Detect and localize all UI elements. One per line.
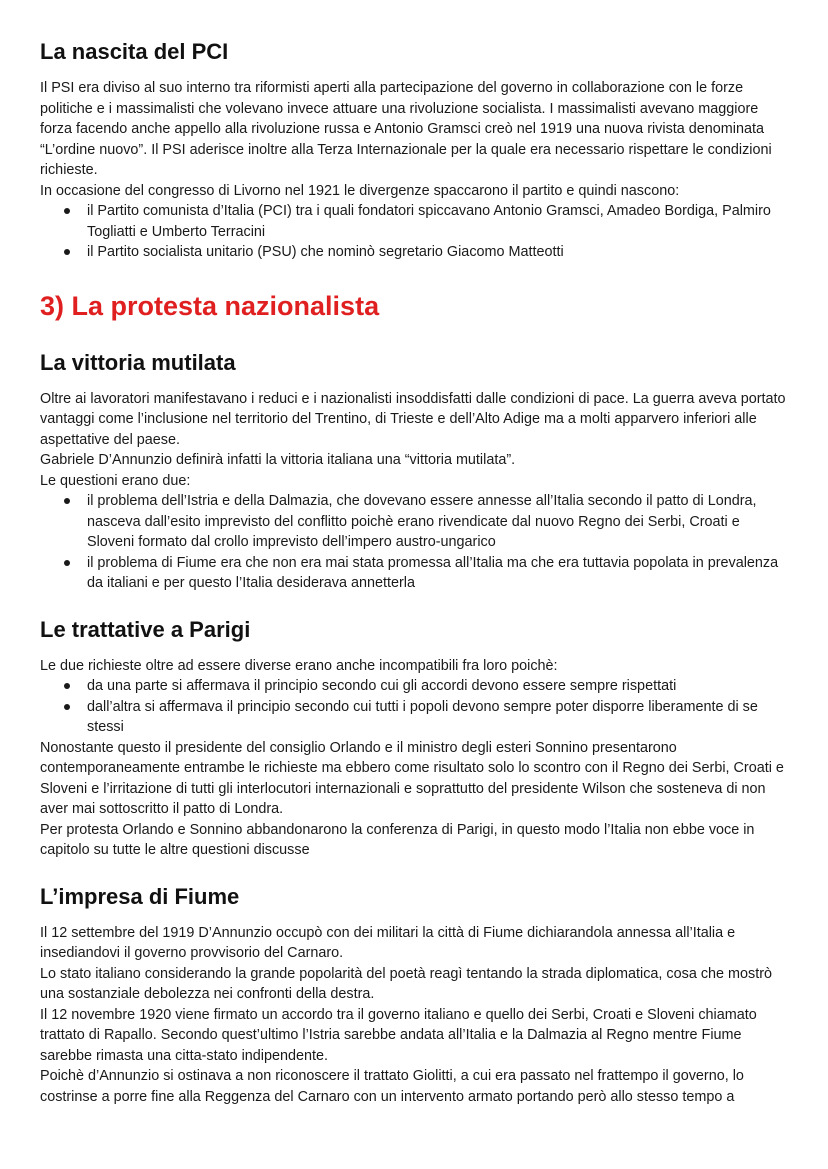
paragraph: Il 12 novembre 1920 viene firmato un accordo tra il governo italiano e quello dei Serbi, Croati e Sloveni chiamato trattato di Rapallo. Secondo quest’ultimo l’Istria sarebbe andata all’Italia e la Dalmazia al Regno mentre Fiume sarebbe rimasta una citta-stato indipendente. <box>40 1006 757 1064</box>
paragraph: Il PSI era diviso al suo interno tra riformisti aperti alla partecipazione del governo in collaborazione con le forze politiche e i massimalisti che volevano invece attuare una rivoluzione socialista. I massimalisti avevano maggiore forza facendo anche appello alla rivoluzione russa e Antonio Gramsci creò nel 1919 una nuova rivista denominata “L’ordine nuovo”. Il PSI aderisce inoltre alla Terza Internazionale per la quale era necessario rispettare le condizioni richieste. <box>40 80 772 178</box>
paragraph: Nonostante questo il presidente del consiglio Orlando e il ministro degli esteri Sonnino presentarono contemporaneamente entrambe le richieste ma ebbero come risultato solo lo scontro con il Regno dei Serbi, Croati e Sloveni e l’irritazione di tutti gli interlocutori internazionali e soprattutto del presidente Wilson che sosteneva di non aver mai sottoscritto il patto di Londra. <box>40 739 784 817</box>
paragraph: Il 12 settembre del 1919 D’Annunzio occupò con dei militari la città di Fiume dichiarandola annessa all’Italia e insediandovi il governo provvisorio del Carnaro. <box>40 924 736 961</box>
section-impresa-fiume <box>40 883 788 1108</box>
paragraph: In occasione del congresso di Livorno nel 1921 le divergenze spaccarono il partito e quindi nascono: <box>40 182 680 199</box>
chapter-title: 3) La protesta nazionalista <box>40 290 380 321</box>
section-title: La vittoria mutilata <box>40 349 236 375</box>
list-item: il problema di Fiume era che non era mai stata promessa all’Italia ma che era tuttavia popolata in prevalenza da italiani e per questo l’Italia desiderava annetterla <box>87 553 788 594</box>
bullet-list <box>40 491 788 594</box>
paragraph: Per protesta Orlando e Sonnino abbandonarono la conferenza di Parigi, in questo modo l’Italia non ebbe voce in capitolo su tutte le altre questioni discusse <box>40 821 755 858</box>
list-item: il Partito socialista unitario (PSU) che nominò segretario Giacomo Matteotti <box>87 242 788 263</box>
list-item: dall’altra si affermava il principio secondo cui tutti i popoli devono sempre poter disporre liberamente di se stessi <box>87 697 788 738</box>
bullet-list <box>40 676 788 738</box>
section-nascita-pci <box>40 38 788 263</box>
paragraph: Gabriele D’Annunzio definirà infatti la vittoria italiana una “vittoria mutilata”. <box>40 452 516 468</box>
paragraph: Le due richieste oltre ad essere diverse erano anche incompatibili fra loro poichè: <box>40 657 558 674</box>
section-title: Le trattative a Parigi <box>40 616 251 642</box>
paragraph: Le questioni erano due: <box>40 472 191 489</box>
list-item: il Partito comunista d’Italia (PCI) tra i quali fondatori spiccavano Antonio Gramsci, Amadeo Bordiga, Palmiro Togliatti e Umberto Terracini <box>87 201 788 242</box>
list-item: da una parte si affermava il principio secondo cui gli accordi devono essere sempre rispettati <box>87 676 788 697</box>
section-title: La nascita del PCI <box>40 39 229 64</box>
list-item: il problema dell’Istria e della Dalmazia, che dovevano essere annesse all’Italia secondo il patto di Londra, nasceva dall’esito imprevisto del conflitto poichè erano rivendicate dal nuovo Regno dei Serbi, Croati e Sloveni formato dal crollo imprevisto dell’impero austro-ungarico <box>87 491 788 553</box>
paragraph: Lo stato italiano considerando la grande popolarità del poetà reagì tentando la strada diplomatica, cosa che mostrò una sostanziale debolezza nei confronti della destra. <box>40 965 772 1002</box>
bullet-list <box>40 201 788 263</box>
section-title: L’impresa di Fiume <box>40 883 240 909</box>
section-trattative-parigi <box>40 616 788 861</box>
paragraph: Poichè d’Annunzio si ostinava a non riconoscere il trattato Giolitti, a cui era passato nel frattempo il governo, lo costrinse a porre fine alla Reggenza del Carnaro con un intervento armato portando però allo stesso tempo a <box>40 1068 744 1105</box>
paragraph: Oltre ai lavoratori manifestavano i reduci e i nazionalisti insoddisfatti dalle condizioni di pace. La guerra aveva portato vantaggi come l’inclusione nel territorio del Trentino, di Trieste e dell’Alto Adige ma a molti apparvero inferiori alle aspettative del paese. <box>40 390 786 448</box>
section-vittoria-mutilata <box>40 349 788 594</box>
